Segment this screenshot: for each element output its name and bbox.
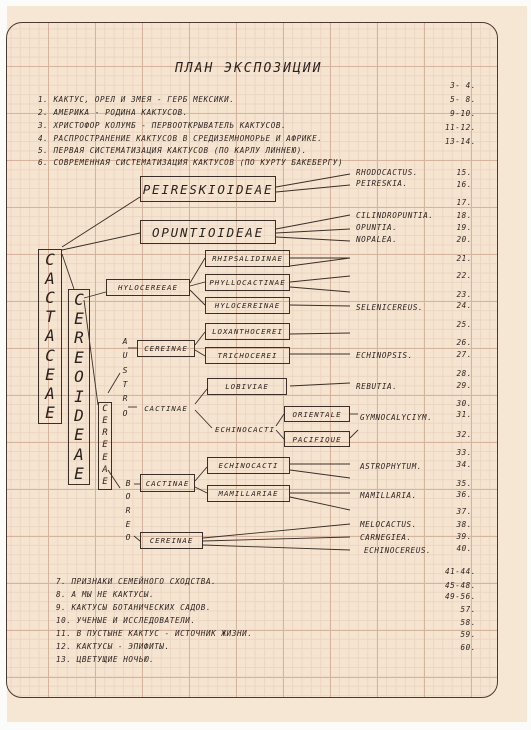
- list-item-pages: 45-48.: [444, 581, 476, 590]
- genus-label: RHODOCACTUS.: [356, 168, 419, 177]
- genus-label: OPUNTIA.: [356, 223, 398, 232]
- list-item-pages: 5- 8.: [450, 95, 476, 104]
- list-item: 13. ЦВЕТУЩИЕ НОЧЬЮ.: [56, 655, 155, 664]
- genus-page: 38.: [456, 520, 472, 529]
- node-echinocacti-austro: ECHINOCACTI: [215, 425, 275, 434]
- list-item: 3. ХРИСТОФОР КОЛУМБ - ПЕРВООТКРЫВАТЕЛЬ КАКТУСОВ.: [38, 121, 287, 130]
- list-item: 12. КАКТУСЫ - ЭПИФИТЫ.: [56, 642, 170, 651]
- genus-page: 34.: [456, 460, 472, 469]
- node-opuntioideae: OPUNTIOIDEAE: [140, 220, 276, 244]
- genus-label: ECHINOCEREUS.: [364, 546, 432, 555]
- node-boreo-cactinae: CACTINAE: [140, 474, 195, 492]
- genus-label: MELOCACTUS.: [360, 520, 417, 529]
- genus-page: 26.: [456, 338, 472, 347]
- genus-page: 19.: [456, 223, 472, 232]
- list-item-pages: 60.: [460, 643, 476, 652]
- list-item: 4. РАСПРОСТРАНЕНИЕ КАКТУСОВ В СРЕДИЗЕМНОМОРЬЕ И АФРИКЕ.: [38, 134, 323, 143]
- genus-page: 40.: [456, 544, 472, 553]
- genus-label: ECHINOPSIS.: [356, 351, 413, 360]
- node-mamillariae: MAMILLARIAE: [207, 485, 290, 502]
- genus-label: PEIRESKIA.: [356, 179, 408, 188]
- node-austro-cereinae: CEREINAE: [137, 340, 195, 357]
- genus-page: 15.: [456, 168, 472, 177]
- list-item-pages: 9-10.: [450, 109, 476, 118]
- list-item: 11. В ПУСТЫНЕ КАКТУС - ИСТОЧНИК ЖИЗНИ.: [56, 629, 253, 638]
- node-echinocacti-boreo: ECHINOCACTI: [207, 457, 290, 474]
- genus-page: 24.: [456, 301, 472, 310]
- genus-page: 22.: [456, 271, 472, 280]
- genus-label: SELENICEREUS.: [356, 303, 424, 312]
- genus-page: 37.: [456, 507, 472, 516]
- genus-label: MAMILLARIA.: [360, 491, 417, 500]
- genus-page: 28.: [456, 369, 472, 378]
- node-boreo-cereinae: CEREINAE: [140, 532, 203, 549]
- list-item: 2. АМЕРИКА - РОДИНА КАКТУСОВ.: [38, 108, 188, 117]
- node-orientale: ORIENTALE: [284, 406, 350, 422]
- list-item: 5. ПЕРВАЯ СИСТЕМАТИЗАЦИЯ КАКТУСОВ (ПО КАРЛУ ЛИННЕЮ).: [38, 146, 307, 155]
- genus-label: REBUTIA.: [356, 382, 398, 391]
- genus-page: 31.: [456, 410, 472, 419]
- genus-page: 29.: [456, 381, 472, 390]
- list-item: 7. ПРИЗНАКИ СЕМЕЙНОГО СХОДСТВА.: [56, 577, 217, 586]
- node-hylocereinae: HYLOCEREINAE: [205, 297, 290, 314]
- node-trichocerei: TRICHOCEREI: [205, 347, 290, 364]
- genus-label: CARNEGIEA.: [360, 533, 412, 542]
- genus-label: CILINDROPUNTIA.: [356, 211, 434, 220]
- list-item: 10. УЧЕНЫЕ И ИССЛЕДОВАТЕЛИ.: [56, 616, 196, 625]
- genus-page: 36.: [456, 490, 472, 499]
- node-peireskioideae: PEIRESKIOIDEAE: [140, 176, 276, 202]
- genus-page: 33.: [456, 448, 472, 457]
- genus-label: NOPALEA.: [356, 235, 398, 244]
- family-cactaceae: C A C T A C E A E: [38, 249, 62, 424]
- genus-page: 27.: [456, 350, 472, 359]
- genus-page: 35.: [456, 479, 472, 488]
- list-item-pages: 41-44.: [444, 567, 476, 576]
- genus-page: 16.: [456, 180, 472, 189]
- list-item: 1. КАКТУС, ОРЕЛ И ЗМЕЯ - ГЕРБ МЕКСИКИ.: [38, 95, 235, 104]
- list-item: 9. КАКТУСЫ БОТАНИЧЕСКИХ САДОВ.: [56, 603, 212, 612]
- genus-page: 23.: [456, 290, 472, 299]
- subfamily-cereoideae: C E R E O I D E A E: [68, 289, 90, 485]
- tribe-cereeae: C E R E E A E: [98, 402, 112, 490]
- genus-page: 30.: [456, 399, 472, 408]
- austro-label: A U S T R O: [122, 337, 128, 418]
- genus-label: GYMNOCALYCIYM.: [360, 413, 433, 422]
- node-loxanthocerei: LOXANTHOCEREI: [205, 323, 290, 340]
- node-phyllocactinae: PHYLLOCACTINAE: [205, 274, 290, 291]
- genus-page: 39.: [456, 532, 472, 541]
- list-item-pages: 13-14.: [444, 137, 476, 146]
- list-item: 6. СОВРЕМЕННАЯ СИСТЕМАТИЗАЦИЯ КАКТУСОВ (ПО КУРТУ БАКЕБЕРГУ): [38, 158, 344, 167]
- boreo-label: B O R E O: [125, 478, 131, 543]
- page-title: ПЛАН ЭКСПОЗИЦИИ: [175, 61, 323, 76]
- node-lobiviae: LOBIVIAE: [207, 378, 287, 395]
- genus-page: 17.: [456, 198, 472, 207]
- list-item: 8. А МЫ НЕ КАКТУСЫ.: [56, 590, 155, 599]
- node-austro-cactinae: CACTINAE: [144, 404, 188, 413]
- node-hylocereeae: HYLOCEREEAE: [106, 279, 190, 296]
- genus-page: 20.: [456, 235, 472, 244]
- list-item-pages: 11-12.: [444, 123, 476, 132]
- list-item-pages: 57.: [460, 605, 476, 614]
- list-item-pages: 58.: [460, 618, 476, 627]
- genus-label: ASTROPHYTUM.: [360, 462, 423, 471]
- genus-page: 21.: [456, 254, 472, 263]
- genus-page: 18.: [456, 211, 472, 220]
- list-item-pages: 3- 4.: [450, 81, 476, 90]
- node-rhipsalidinae: RHIPSALIDINAE: [205, 250, 290, 267]
- list-item-pages: 49-56.: [444, 592, 476, 601]
- genus-page: 25.: [456, 320, 472, 329]
- genus-page: 32.: [456, 430, 472, 439]
- node-pacifique: PACIFIQUE: [284, 431, 350, 447]
- list-item-pages: 59.: [460, 630, 476, 639]
